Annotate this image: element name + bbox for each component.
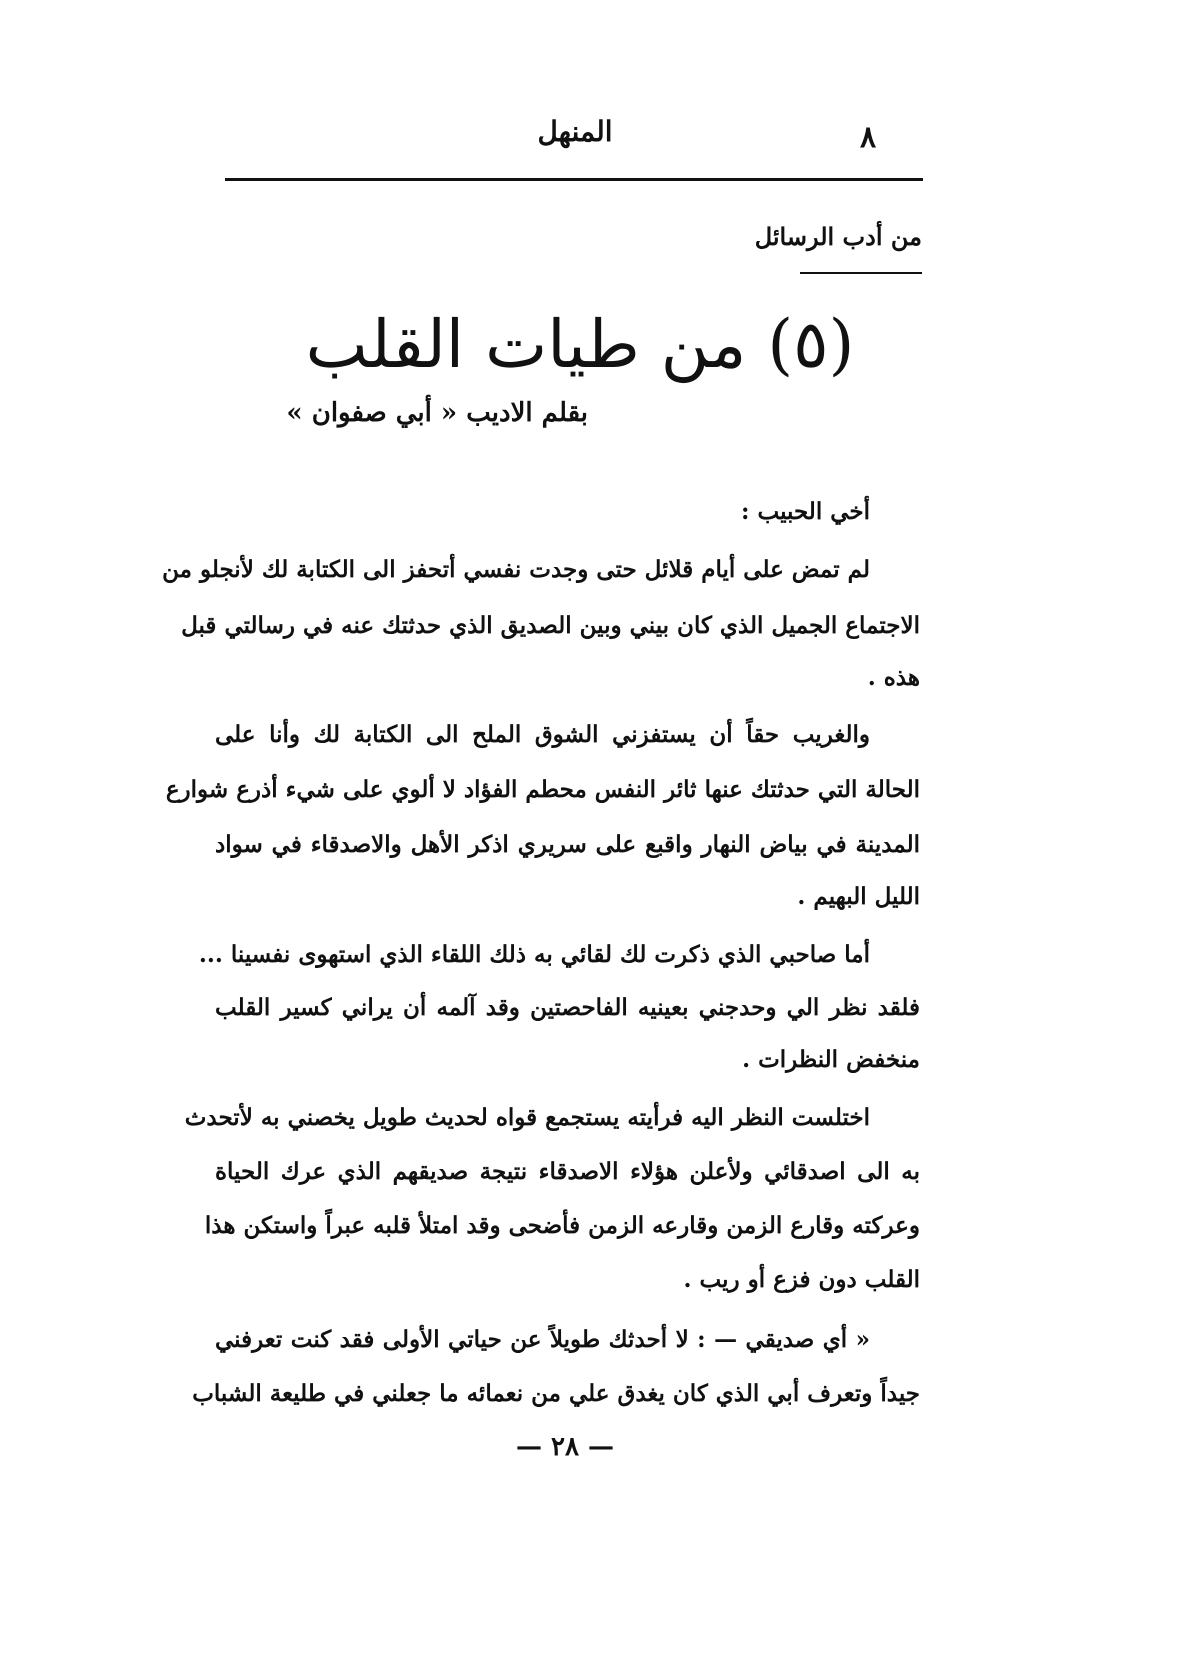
byline: بقلم الاديب « أبي صفوان » xyxy=(286,398,588,428)
text-line: به الى اصدقائي ولأعلن هؤلاء الاصدقاء نتيجة صديقهم الذي عرك الحياة xyxy=(215,1158,920,1185)
text-line: وعركته وقارع الزمن وقارعه الزمن فأضحى وقد امتلأ قلبه عبراً واستكن هذا xyxy=(204,1212,920,1239)
text-line: جيداً وتعرف أبي الذي كان يغدق علي من نعمائه ما جعلني في طليعة الشباب xyxy=(192,1380,920,1407)
text-line: القلب دون فزع أو ريب . xyxy=(683,1266,920,1293)
text-line: أما صاحبي الذي ذكرت لك لقائي به ذلك اللقاء الذي استهوى نفسينا ... xyxy=(198,941,870,968)
text-line: لم تمض على أيام قلائل حتى وجدت نفسي أتحفز الى الكتابة لك لأنجلو من xyxy=(162,556,870,583)
article-title: (٥) من طيات القلب xyxy=(305,306,855,383)
text-line: الليل البهيم . xyxy=(797,883,920,910)
text-line: أخي الحبيب : xyxy=(741,498,870,525)
text-line: اختلست النظر اليه فرأيته يستجمع قواه لحديث طويل يخصني به لأتحدث xyxy=(184,1104,870,1131)
text-line: الحالة التي حدثتك عنها ثائر النفس محطم الفؤاد لا ألوي على شيء أذرع شوارع xyxy=(165,776,920,803)
text-line: هذه . xyxy=(867,664,920,691)
journal-title: المنهل xyxy=(537,115,613,148)
text-line: المدينة في بياض النهار واقبع على سريري اذكر الأهل والاصدقاء في سواد xyxy=(215,831,920,858)
page-folio: — ٢٨ — xyxy=(515,1432,615,1462)
header-rule xyxy=(225,178,923,181)
text-line: فلقد نظر الي وحدجني بعينيه الفاحصتين وقد آلمه أن يراني كسير القلب xyxy=(215,994,920,1021)
section-label: من أدب الرسائل xyxy=(754,222,922,251)
text-line: الاجتماع الجميل الذي كان بيني وبين الصديق الذي حدثتك عنه في رسالتي قبل xyxy=(181,612,920,639)
text-line: والغريب حقاً أن يستفزني الشوق الملح الى الكتابة لك وأنا على xyxy=(215,721,870,748)
section-underline xyxy=(800,272,922,274)
text-line: منخفض النظرات . xyxy=(742,1046,920,1073)
text-line: « أي صديقي — : لا أحدثك طويلاً عن حياتي الأولى فقد كنت تعرفني xyxy=(215,1326,870,1353)
page-number: ٨ xyxy=(860,120,877,155)
